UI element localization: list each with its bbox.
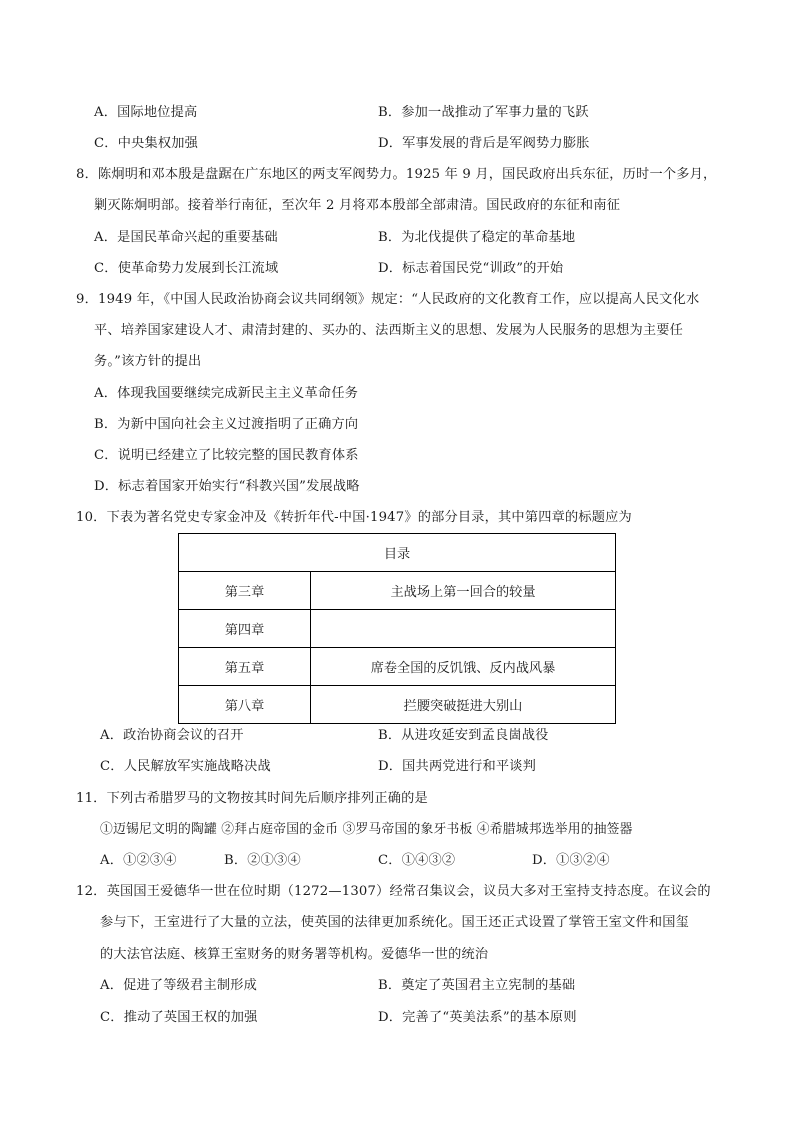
q11-option-d: D．①③②④ xyxy=(532,853,610,868)
table-row xyxy=(179,686,616,724)
q9-stem-line-2: 平、培养国家建设人才、肃清封建的、买办的、法西斯主义的思想、发展为人民服务的思想为主要任 xyxy=(94,323,684,338)
q7-option-d: D．军事发展的背后是军阀势力膨胀 xyxy=(378,136,590,151)
q11-option-c: C．①④③② xyxy=(378,853,456,868)
q7-option-b: B．参加一战推动了军事力量的飞跃 xyxy=(378,105,589,120)
q11-items: ①迈锡尼文明的陶罐 ②拜占庭帝国的金币 ③罗马帝国的象牙书板 ④希腊城邦选举用的抽签器 xyxy=(100,822,633,837)
q9-stem-line-1: 9．1949 年，《中国人民政治协商会议共同纲领》规定：“人民政府的文化教育工作，应以提高人民文化水 xyxy=(76,292,700,307)
toc-chapter: 第五章 xyxy=(179,648,311,686)
q12-option-a: A．促进了等级君主制形成 xyxy=(100,978,257,993)
q10-option-c: C．人民解放军实施战略决战 xyxy=(100,759,271,774)
q8-stem-line-2: 剿灭陈炯明部。接着举行南征，至次年 2 月将邓本殷部全部肃清。国民政府的东征和南征 xyxy=(94,198,621,213)
table-row xyxy=(179,610,616,648)
q10-option-d: D．国共两党进行和平谈判 xyxy=(378,759,537,774)
table-row xyxy=(179,648,616,686)
toc-header-row xyxy=(179,534,616,572)
q11-option-b: B．②①③④ xyxy=(224,853,301,868)
toc-chapter: 第四章 xyxy=(179,610,311,648)
q8-option-c: C．使革命势力发展到长江流域 xyxy=(94,261,279,276)
q9-option-d: D．标志着国家开始实行“科教兴国”发展战略 xyxy=(94,479,360,494)
q8-stem-line-1: 8．陈炯明和邓本殷是盘踞在广东地区的两支军阀势力。1925 年 9 月，国民政府出兵东征，历时一个多月， xyxy=(76,167,717,182)
toc-chapter: 第三章 xyxy=(179,572,311,610)
q12-stem-line-2: 参与下，王室进行了大量的立法，使英国的法律更加系统化。国王还正式设置了掌管王室文件和国玺 xyxy=(100,915,690,930)
q10-option-b: B．从进攻延安到孟良崮战役 xyxy=(378,728,549,743)
q8-option-b: B．为北伐提供了稳定的革命基地 xyxy=(378,230,576,245)
q12-option-b: B．奠定了英国君主立宪制的基础 xyxy=(378,978,576,993)
q9-option-b: B．为新中国向社会主义过渡指明了正确方向 xyxy=(94,417,359,432)
q8-option-a: A．是国民革命兴起的重要基础 xyxy=(94,230,278,245)
q10-stem: 10．下表为著名党史专家金冲及《转折年代-中国·1947》的部分目录，其中第四章的标题应为 xyxy=(76,510,632,525)
q12-stem-line-3: 的大法官法庭、核算王室财务的财务署等机构。爱德华一世的统治 xyxy=(100,947,489,962)
q9-stem-line-3: 务。”该方针的提出 xyxy=(94,354,202,369)
toc-title: 席卷全国的反饥饿、反内战风暴 xyxy=(311,648,616,686)
q12-stem-line-1: 12．英国国王爱德华一世在位时期（1272—1307）经常召集议会，议员大多对王室持支持态度。在议会的 xyxy=(76,884,711,899)
table-row xyxy=(179,572,616,610)
toc-title-blank xyxy=(311,610,616,648)
q12-option-c: C．推动了英国王权的加强 xyxy=(100,1010,258,1025)
q8-option-d: D．标志着国民党“训政”的开始 xyxy=(378,261,564,276)
q11-option-a: A．①②③④ xyxy=(100,853,177,868)
q9-option-c: C．说明已经建立了比较完整的国民教育体系 xyxy=(94,448,359,463)
q7-option-a: A．国际地位提高 xyxy=(94,105,198,120)
q7-option-c: C．中央集权加强 xyxy=(94,136,199,151)
toc-header: 目录 xyxy=(179,534,616,572)
toc-title: 主战场上第一回合的较量 xyxy=(311,572,616,610)
table-of-contents xyxy=(178,533,616,724)
q11-stem: 11．下列古希腊罗马的文物按其时间先后顺序排列正确的是 xyxy=(76,791,428,806)
q12-option-d: D．完善了“英美法系”的基本原则 xyxy=(378,1010,577,1025)
toc-title: 拦腰突破挺进大别山 xyxy=(311,686,616,724)
q10-option-a: A．政治协商会议的召开 xyxy=(100,728,244,743)
q9-option-a: A．体现我国要继续完成新民主主义革命任务 xyxy=(94,386,359,401)
toc-chapter: 第八章 xyxy=(179,686,311,724)
